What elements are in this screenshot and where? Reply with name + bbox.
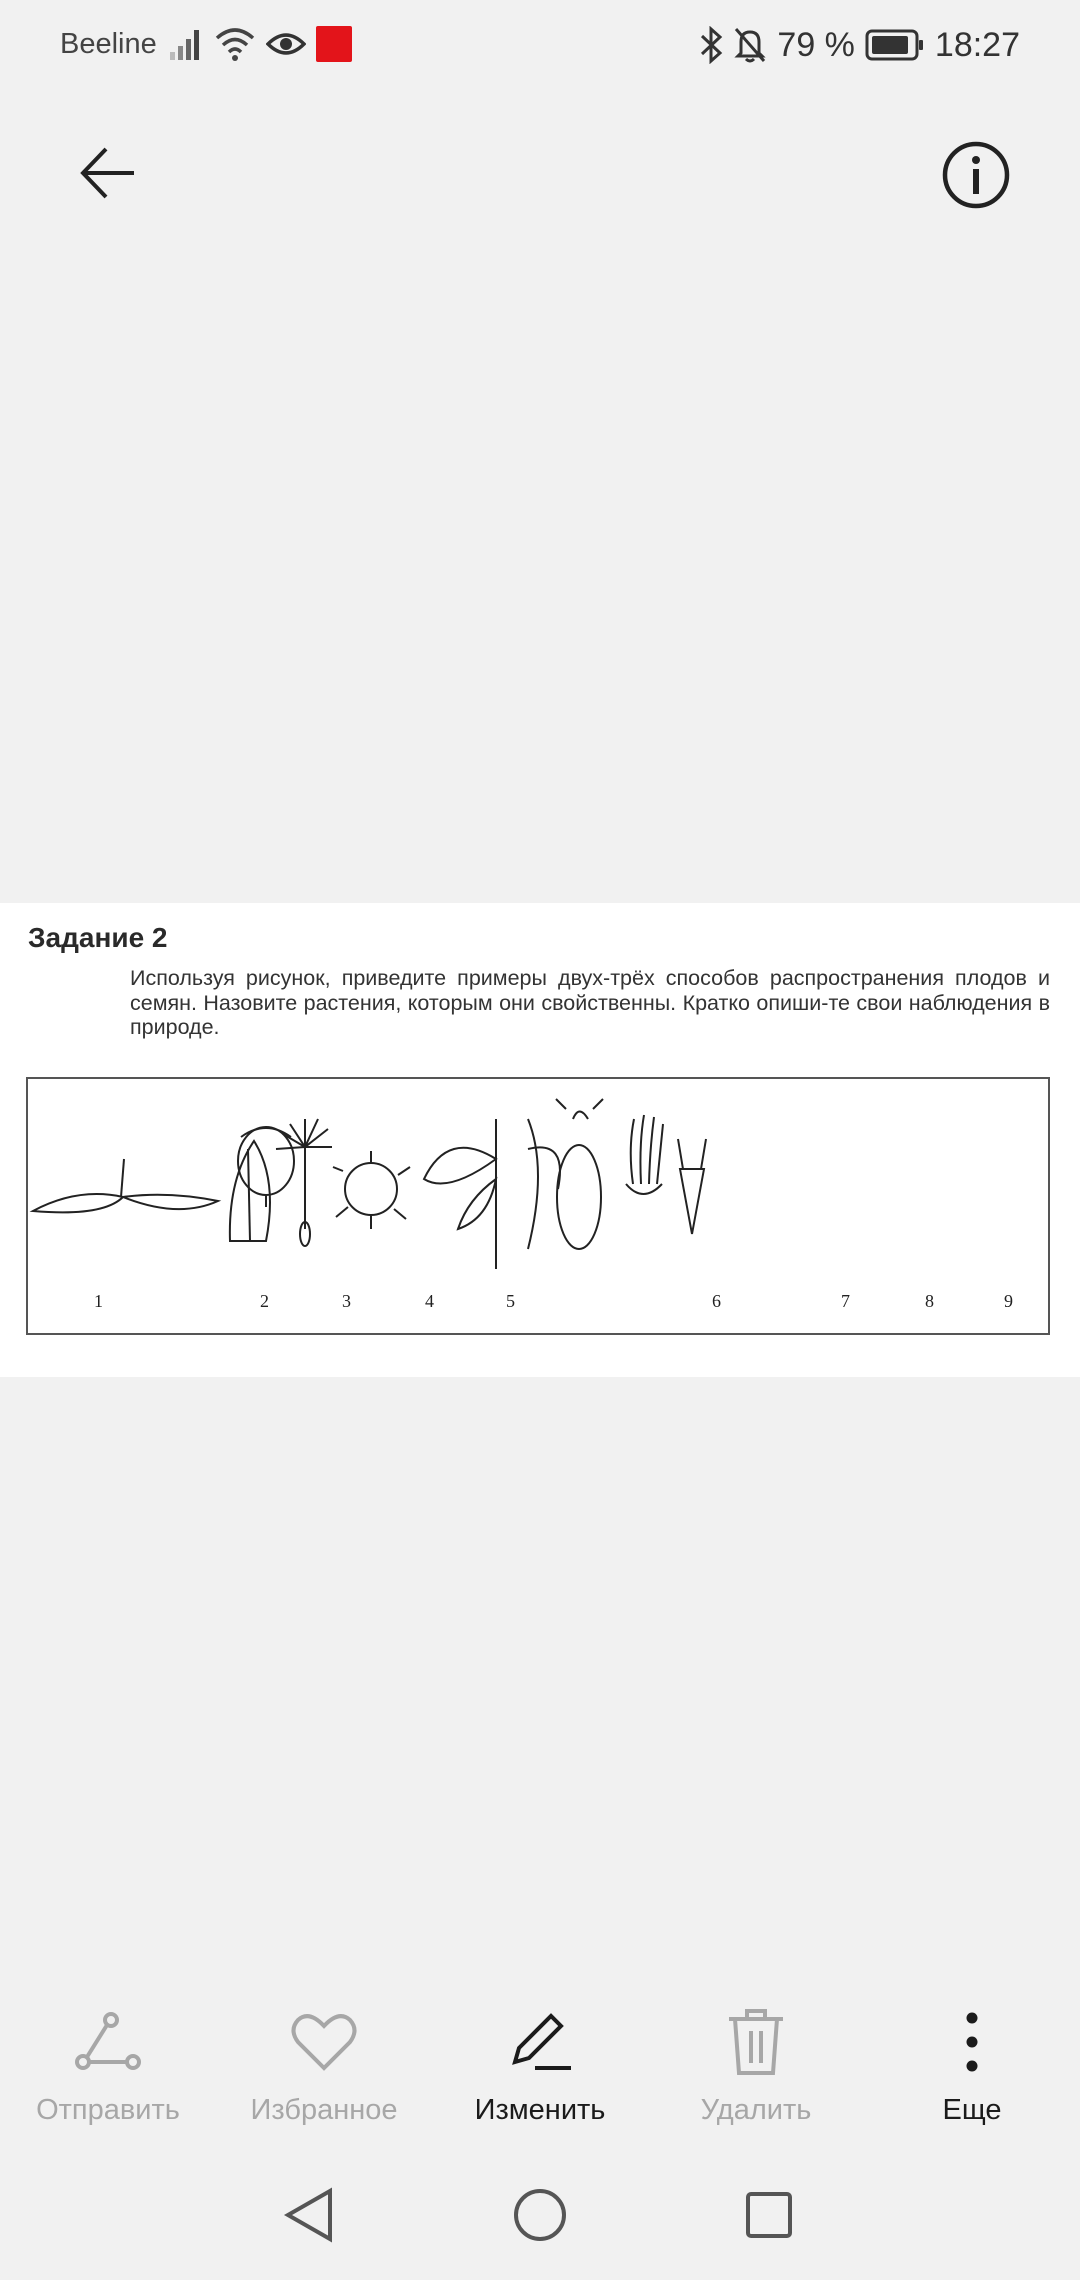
circle-home-icon — [512, 2187, 568, 2243]
edit-button[interactable] — [440, 2002, 640, 2127]
figure-label-9: 9 — [1004, 1291, 1013, 1311]
notification-app-icon — [316, 26, 352, 62]
arrow-left-icon — [78, 143, 138, 203]
nav-back-button[interactable] — [274, 2180, 344, 2250]
trash-icon — [721, 2007, 791, 2077]
figure-label-5: 5 — [506, 1291, 515, 1311]
figure-label-6: 6 — [712, 1291, 721, 1311]
carrier-name: Beeline — [60, 28, 157, 60]
battery-icon — [865, 28, 925, 62]
battery-percent: 79 % — [777, 25, 855, 64]
info-button[interactable] — [936, 135, 1016, 215]
pencil-icon — [505, 2010, 575, 2074]
edit-label: Изменить — [474, 2094, 606, 2126]
status-bar — [0, 0, 1080, 90]
more-button[interactable] — [872, 2002, 1072, 2127]
favorite-button[interactable] — [224, 2002, 424, 2127]
more-vertical-icon — [962, 2010, 982, 2074]
share-button[interactable] — [8, 2002, 208, 2127]
delete-label: Удалить — [700, 2094, 812, 2126]
bluetooth-icon — [699, 26, 723, 64]
figure-label-8: 8 — [925, 1291, 934, 1311]
share-icon — [73, 2010, 143, 2074]
info-icon — [941, 140, 1011, 210]
figure-label-4: 4 — [425, 1291, 434, 1311]
eye-icon — [266, 26, 306, 62]
plant-drawings — [28, 1079, 1048, 1333]
figure-label-3: 3 — [342, 1291, 351, 1311]
seed-dispersal-figure — [26, 1077, 1050, 1335]
figure-label-2: 2 — [260, 1291, 269, 1311]
clock: 18:27 — [934, 25, 1020, 64]
back-button[interactable] — [70, 135, 146, 211]
muted-bell-icon — [733, 26, 767, 64]
heart-icon — [289, 2010, 359, 2074]
task-text: Используя рисунок, приведите примеры двух-трёх способов распространения плодов и семян. Назовите растения, которым они свойственны. Кратко опиши-те свои наблюдения в природе. — [130, 966, 1050, 1039]
wifi-icon — [214, 26, 256, 62]
share-label: Отправить — [36, 2094, 180, 2126]
figure-label-1: 1 — [94, 1291, 103, 1311]
triangle-back-icon — [282, 2187, 336, 2243]
more-label: Еще — [942, 2094, 1002, 2126]
signal-icon — [168, 26, 204, 62]
square-recents-icon — [744, 2190, 794, 2240]
delete-button[interactable] — [656, 2002, 856, 2127]
task-title: Задание 2 — [28, 922, 168, 953]
favorite-label: Избранное — [250, 2094, 398, 2126]
figure-label-7: 7 — [841, 1291, 850, 1311]
nav-recents-button[interactable] — [734, 2180, 804, 2250]
nav-home-button[interactable] — [505, 2180, 575, 2250]
